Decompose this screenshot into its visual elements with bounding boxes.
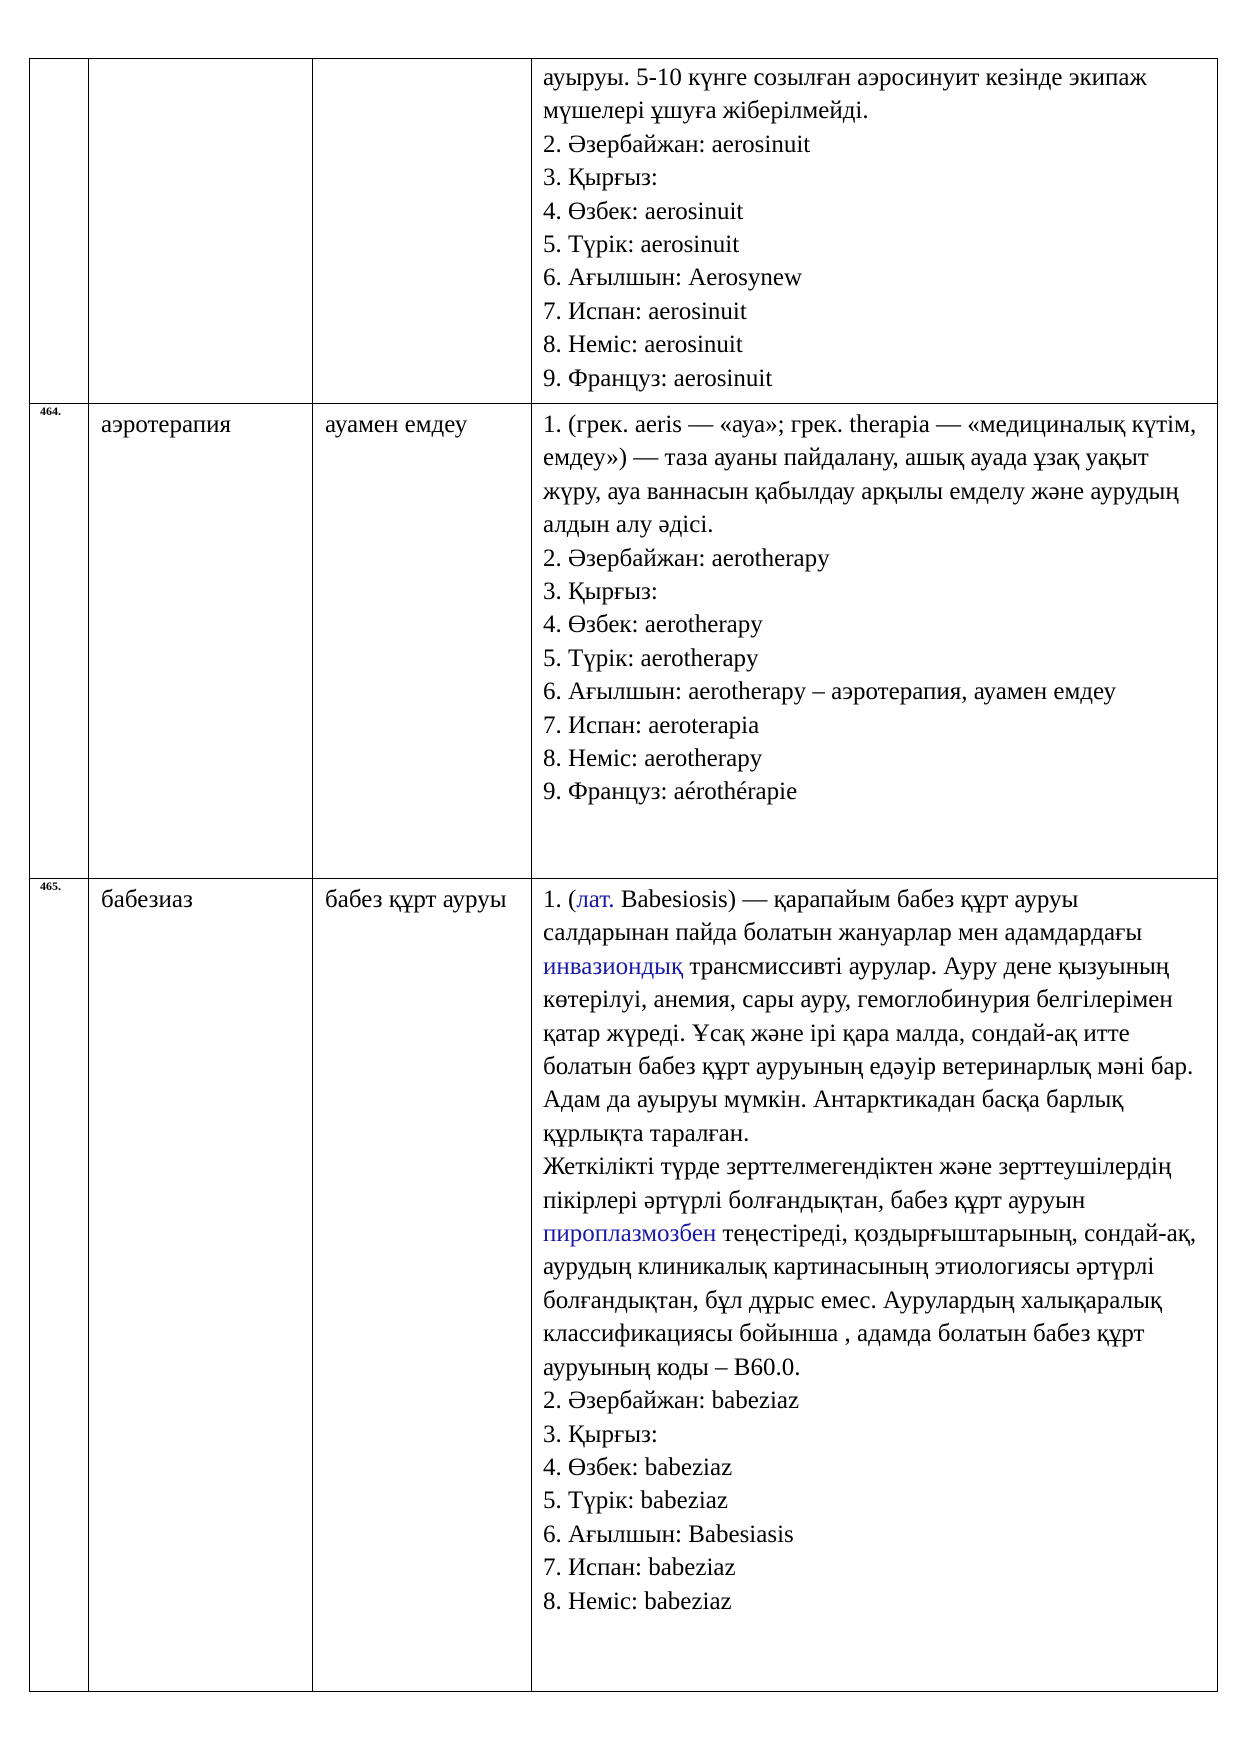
entry-number: 465.	[30, 879, 89, 1692]
dictionary-table	[29, 58, 1218, 1692]
definition-line: 8. Неміс: aerotherapy	[543, 745, 763, 773]
definition-line: 2. Әзербайжан: aerosinuit	[543, 130, 811, 158]
definition-line: 6. Ағылшын: Aerosynew	[543, 264, 803, 292]
entry-number: 464.	[30, 404, 89, 879]
entry-term	[89, 59, 313, 404]
definition-line: 5. Түрік: aerosinuit	[543, 231, 740, 259]
definition-line: 6. Ағылшын: Babesiasis	[543, 1520, 794, 1548]
definition-line: 2. Әзербайжан: babeziaz	[543, 1387, 800, 1415]
table-row	[30, 404, 1218, 879]
definition-text: трансмиссивті аурулар. Ауру дене қызуының көтерілуі, анемия, сары ауру, гемоглобинурия белгілерімен қатар жүреді. Ұсақ және ірі қара малда, сондай-ақ итте болатын бабез құрт ауруының едәуір ветеринарлық мәні бар. Адам да ауыруы мүмкін. Антарктикадан басқа барлық құрлықта таралған.	[543, 952, 1194, 1147]
entry-term: бабезиаз	[89, 879, 313, 1692]
definition-line: 3. Қырғыз:	[543, 1420, 658, 1448]
entry-number	[30, 59, 89, 404]
definition-line: 4. Өзбек: aerotherapy	[543, 611, 763, 639]
dictionary-page	[29, 58, 1217, 1692]
definition-line: 9. Француз: aerosinuit	[543, 364, 773, 392]
definition-line: 6. Ағылшын: aerotherapy – аэротерапия, ауамен емдеу	[543, 678, 1116, 706]
entry-definition	[532, 879, 1218, 1692]
definition-line: 9. Француз: aérothérapie	[543, 778, 798, 806]
definition-line: 8. Неміс: babeziaz	[543, 1587, 732, 1615]
entry-definition	[532, 59, 1218, 404]
definition-text: Жеткілікті түрде зерттелмегендіктен және зерттеушілердің пікірлері әртүрлі болғандықтан, бабез құрт ауруын	[543, 1153, 1172, 1214]
definition-line: 7. Испан: aeroterapia	[543, 711, 760, 739]
table-row	[30, 879, 1218, 1692]
definition-line: 7. Испан: babeziaz	[543, 1554, 736, 1582]
entry-translation	[313, 59, 532, 404]
entry-translation: бабез құрт ауруы	[313, 879, 532, 1692]
abbreviation-link[interactable]: лат.	[576, 886, 615, 913]
definition-line: 5. Түрік: aerotherapy	[543, 644, 759, 672]
definition-line: 4. Өзбек: aerosinuit	[543, 197, 744, 225]
definition-line: 7. Испан: aerosinuit	[543, 297, 747, 325]
definition-line: 3. Қырғыз:	[543, 164, 658, 192]
entry-term: аэротерапия	[89, 404, 313, 879]
definition-line: 2. Әзербайжан: aerotherapy	[543, 544, 830, 572]
definition-line: 3. Қырғыз:	[543, 578, 658, 606]
definition-text: теңестіреді, қоздырғыштарының, сондай-ақ, аурудың клиникалық картинасының этиологиясы әртүрлі болғандықтан, бұл дұрыс емес. Аурулардың халықаралық классификациясы бойынша , адамда болатын бабез құрт ауруының коды – В60.0.	[543, 1220, 1197, 1381]
definition-text: Babesiosis) — қарапайым бабез құрт ауруы салдарынан пайда болатын жануарлар мен адамдардағы	[543, 886, 1143, 947]
definition-line: ауыруы. 5-10 күнге созылған аэросинуит кезінде экипаж мүшелері ұшуға жіберілмейді.	[543, 64, 1147, 125]
definition-line: 4. Өзбек: babeziaz	[543, 1453, 733, 1481]
definition-line: 1. (грек. aeris — «ауа»; грек. therapia — «медициналық күтім, емдеу») — таза ауаны пайдалану, ашық ауада ұзақ уақыт жүру, ауа ваннасын қабылдау арқылы емделу және аурудың алдын алу әдісі.	[543, 411, 1197, 539]
table-row	[30, 59, 1218, 404]
definition-text: 1. (	[543, 886, 577, 913]
definition-line: 8. Неміс: aerosinuit	[543, 331, 743, 359]
term-link[interactable]: пироплазмозбен	[543, 1220, 717, 1248]
definition-line: 5. Түрік: babeziaz	[543, 1487, 728, 1515]
term-link[interactable]: инвазиондық	[543, 952, 684, 980]
definition-paragraph	[543, 883, 1207, 1150]
definition-paragraph	[543, 1150, 1207, 1384]
entry-definition	[532, 404, 1218, 879]
entry-translation: ауамен емдеу	[313, 404, 532, 879]
